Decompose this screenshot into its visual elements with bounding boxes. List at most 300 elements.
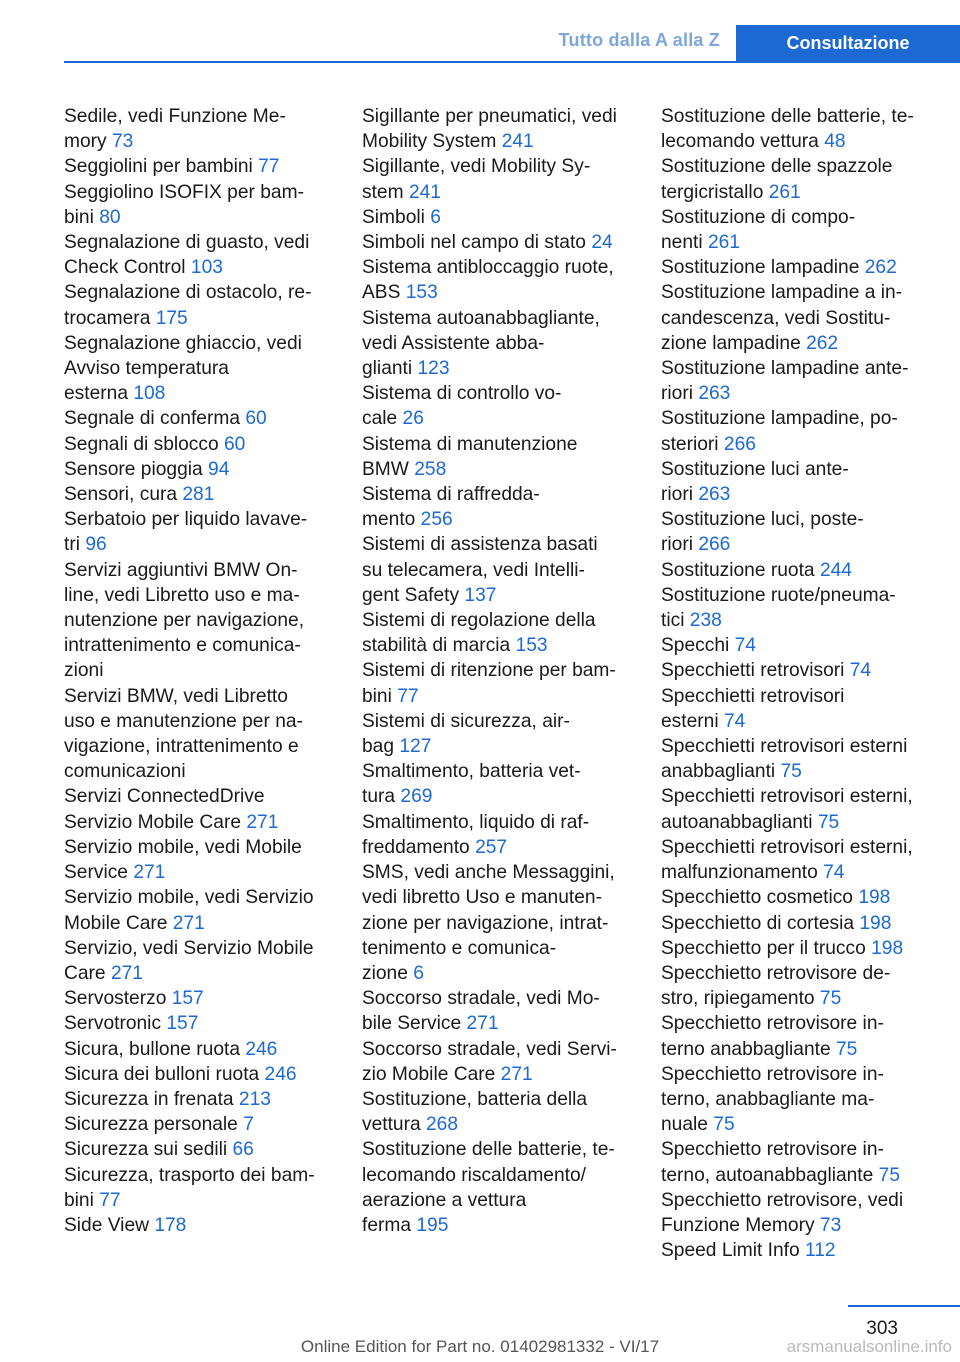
index-entry-line <box>362 205 634 230</box>
index-entry-text: steriori <box>661 433 719 455</box>
index-entry-line <box>362 280 634 305</box>
index-entry-line <box>661 1011 933 1036</box>
page-reference-link[interactable]: 198 <box>871 937 904 959</box>
index-entry-text: bini <box>64 206 94 228</box>
index-entry <box>64 331 336 407</box>
index-entry-line <box>64 104 336 129</box>
page-reference-link[interactable]: 157 <box>171 988 204 1010</box>
index-entry-text: Soccorso stradale, vedi Mo- <box>362 988 600 1010</box>
index-entry-text: vettura <box>362 1114 421 1136</box>
index-entry-line <box>64 482 336 507</box>
index-entry-line <box>64 306 336 331</box>
page-reference-link[interactable]: 213 <box>238 1088 271 1110</box>
index-entry-text: vedi libretto Uso e manuten- <box>362 887 602 909</box>
page-reference-link[interactable]: 262 <box>806 332 839 354</box>
index-entry-line <box>64 759 336 784</box>
index-entry-line <box>362 432 634 457</box>
page-reference-link[interactable]: 261 <box>707 232 740 254</box>
index-entry-text: stabilità di marcia <box>362 635 511 657</box>
page-reference-link[interactable]: 6 <box>430 206 441 228</box>
page-reference-link[interactable]: 112 <box>805 1240 836 1262</box>
index-entry-line <box>661 810 933 835</box>
index-entry <box>362 205 634 230</box>
index-entry-line <box>64 205 336 230</box>
page-reference-link[interactable]: 271 <box>133 862 166 884</box>
page-reference-link[interactable]: 74 <box>823 862 845 884</box>
index-entry-line <box>64 860 336 885</box>
index-entry <box>362 532 634 608</box>
index-entry-line <box>661 885 933 910</box>
index-entry-line <box>362 1188 634 1213</box>
index-entry-line <box>362 154 634 179</box>
index-entry-text: Specchietto retrovisore in- <box>661 1013 884 1035</box>
page-reference-link[interactable]: 178 <box>154 1214 187 1236</box>
page-reference-link[interactable]: 24 <box>591 232 613 254</box>
index-entry-text: Sostituzione lampadine <box>661 257 860 279</box>
index-entry-line <box>362 457 634 482</box>
index-entry-line <box>661 1213 933 1238</box>
index-entry-text: riori <box>661 534 693 556</box>
index-entry-text: tenimento e comunica- <box>362 937 557 959</box>
index-entry <box>661 885 933 910</box>
page-reference-link[interactable]: 244 <box>819 559 852 581</box>
index-entry-text: uso e manutenzione per na- <box>64 710 303 732</box>
index-entry-line <box>661 608 933 633</box>
index-entry <box>64 280 336 330</box>
index-entry-text: Sicura, bullone ruota <box>64 1038 240 1060</box>
index-entry <box>661 961 933 1011</box>
header-chapter-tab <box>736 25 960 62</box>
index-entry-line <box>362 1213 634 1238</box>
page-reference-link[interactable]: 60 <box>224 433 246 455</box>
index-entry <box>661 356 933 406</box>
page-reference-link[interactable]: 175 <box>155 307 188 329</box>
page-reference-link[interactable]: 108 <box>133 383 166 405</box>
index-entry-text: Mobile Care <box>64 912 168 934</box>
index-entry-line <box>661 205 933 230</box>
page-reference-link[interactable]: 66 <box>232 1139 254 1161</box>
index-entry <box>64 457 336 482</box>
index-entry-line <box>362 1011 634 1036</box>
index-entry-line <box>64 936 336 961</box>
index-entry-text: Seggiolini per bambini <box>64 156 253 178</box>
index-entry <box>64 1037 336 1062</box>
index-entry-line <box>362 1137 634 1162</box>
index-entry <box>362 255 634 305</box>
page-reference-link[interactable]: 127 <box>399 736 432 758</box>
index-entry-text: Specchietti retrovisori esterni, <box>661 786 913 808</box>
index-entry-text: gent Safety <box>362 584 460 606</box>
page-reference-link[interactable]: 73 <box>111 131 134 153</box>
index-entry-line <box>661 406 933 431</box>
index-entry-text: Segnalazione di guasto, vedi <box>64 232 310 254</box>
index-entry <box>64 406 336 431</box>
index-entry-text: Specchietti retrovisori <box>661 660 845 682</box>
index-entry-line <box>362 911 634 936</box>
index-entry-line <box>362 406 634 431</box>
index-entry-line <box>64 1137 336 1162</box>
index-entry-line <box>64 835 336 860</box>
index-entry <box>64 558 336 684</box>
page-reference-link[interactable]: 153 <box>405 282 438 304</box>
index-entry <box>64 1112 336 1137</box>
watermark: arsmanualsonline.info <box>786 1337 952 1356</box>
index-entry <box>64 482 336 507</box>
index-entry-text: Simboli nel campo di stato <box>362 232 586 254</box>
index-entry-text: nenti <box>661 232 703 254</box>
index-entry-line <box>362 759 634 784</box>
page-reference-link[interactable]: 48 <box>824 131 846 153</box>
index-entry-text: Sistemi di regolazione della <box>362 610 596 632</box>
index-entry-text: Sistema antibloccaggio ruote, <box>362 257 614 279</box>
page-reference-link[interactable]: 60 <box>245 408 267 430</box>
page-reference-link[interactable]: 198 <box>858 887 891 909</box>
index-entry-line <box>362 255 634 280</box>
index-entry-line <box>64 1087 336 1112</box>
header-section-title: Tutto dalla A alla Z <box>558 30 720 50</box>
index-entry-line <box>362 507 634 532</box>
index-entry-text: Servizi BMW, vedi Libretto <box>64 685 288 707</box>
index-entry <box>64 180 336 230</box>
index-entry-text: Sistemi di ritenzione per bam- <box>362 660 616 682</box>
index-entry <box>661 558 933 583</box>
index-entry-text: comunicazioni <box>64 761 186 783</box>
page-reference-link[interactable]: 153 <box>515 635 548 657</box>
index-entry-line <box>661 280 933 305</box>
index-entry-text: Seggiolino ISOFIX per bam- <box>64 181 304 203</box>
index-entry-line <box>64 734 336 759</box>
index-entry-line <box>64 810 336 835</box>
page-reference-link[interactable]: 77 <box>99 1189 121 1211</box>
index-entry <box>64 684 336 785</box>
page-reference-link[interactable]: 241 <box>408 181 441 203</box>
index-entry-line <box>362 633 634 658</box>
page-reference-link[interactable]: 74 <box>849 660 872 682</box>
index-entry-text: mory <box>64 131 107 153</box>
page-reference-link[interactable]: 75 <box>780 761 802 783</box>
index-entry-text: lecomando vettura <box>661 131 819 153</box>
index-entry-text: Sigillante per pneumatici, vedi <box>362 106 617 127</box>
index-entry <box>661 406 933 456</box>
page-reference-link[interactable]: 256 <box>420 509 453 531</box>
page-number: 303 <box>866 1318 898 1339</box>
page-reference-link[interactable]: 75 <box>713 1114 735 1136</box>
index-entry-line <box>661 230 933 255</box>
page-reference-link[interactable]: 26 <box>402 408 424 430</box>
index-entry <box>64 810 336 835</box>
index-entry <box>64 1137 336 1162</box>
index-entry-line <box>362 583 634 608</box>
index-entry <box>362 1137 634 1238</box>
index-entry-line <box>362 1037 634 1062</box>
index-entry <box>661 1062 933 1138</box>
page-reference-link[interactable]: 271 <box>246 811 279 833</box>
index-entry-text: Sostituzione lampadine, po- <box>661 408 898 430</box>
index-entry-text: Sostituzione delle batterie, te- <box>661 106 914 127</box>
index-entry <box>362 608 634 658</box>
index-entry-text: lecomando riscaldamento/ <box>362 1164 586 1186</box>
page-reference-link[interactable]: 103 <box>190 257 223 279</box>
index-entry-line <box>661 532 933 557</box>
index-entry-text: zione lampadine <box>661 332 801 354</box>
index-entry <box>661 1238 933 1263</box>
index-entry <box>661 255 933 280</box>
index-entry-text: Sistema di raffredda- <box>362 484 540 506</box>
index-entry-line <box>661 306 933 331</box>
index-entry-text: Serbatoio per liquido lavave- <box>64 509 308 531</box>
page-reference-link[interactable]: 271 <box>466 1013 499 1035</box>
index-entry-line <box>661 936 933 961</box>
index-entry-text: Sostituzione lampadine ante- <box>661 358 909 380</box>
index-entry-text: Sostituzione delle batterie, te- <box>362 1139 615 1161</box>
index-entry <box>64 1062 336 1087</box>
index-entry-line <box>661 684 933 709</box>
index-entry-text: Servizio mobile, vedi Mobile <box>64 836 302 858</box>
index-entry <box>64 154 336 179</box>
page-reference-link[interactable]: 246 <box>264 1063 297 1085</box>
index-entry-text: Sicurezza sui sedili <box>64 1139 228 1161</box>
index-entry <box>661 205 933 255</box>
index-entry-text: glianti <box>362 358 413 380</box>
index-entry-text: Specchietti retrovisori esterni, <box>661 836 913 858</box>
index-entry-line <box>661 759 933 784</box>
index-entry-line <box>661 961 933 986</box>
index-entry-line <box>661 911 933 936</box>
index-entry-line <box>64 911 336 936</box>
index-entry-text: malfunzionamento <box>661 862 818 884</box>
index-entry-line <box>64 709 336 734</box>
index-column-3 <box>661 104 933 1263</box>
index-entry-text: Simboli <box>362 206 425 228</box>
index-entry <box>661 507 933 557</box>
index-entry-text: line, vedi Libretto uso e ma- <box>64 584 300 606</box>
index-entry-text: Sostituzione delle spazzole <box>661 156 893 178</box>
page-reference-link[interactable]: 271 <box>500 1063 533 1085</box>
index-entry-text: candescenza, vedi Sostitu- <box>661 307 891 329</box>
page-reference-link[interactable]: 263 <box>698 484 731 506</box>
index-entry-text: vigazione, intrattenimento e <box>64 736 299 758</box>
index-entry-text: cale <box>362 408 398 430</box>
index-entry-line <box>64 180 336 205</box>
index-entry-text: trocamera <box>64 307 151 329</box>
page-reference-link[interactable]: 73 <box>819 1214 842 1236</box>
page-reference-link[interactable]: 258 <box>414 458 447 480</box>
index-entry <box>64 432 336 457</box>
index-entry-line <box>64 633 336 658</box>
index-column-1 <box>64 104 336 1238</box>
index-entry-text: vedi Assistente abba- <box>362 332 545 354</box>
index-entry-text: Sostituzione ruota <box>661 559 815 581</box>
index-entry-line <box>661 860 933 885</box>
index-entry-line <box>362 961 634 986</box>
index-entry <box>362 482 634 532</box>
page-reference-link[interactable]: 262 <box>864 257 897 279</box>
index-entry-line <box>362 658 634 683</box>
index-entry-line <box>661 784 933 809</box>
page-reference-link[interactable]: 268 <box>426 1114 459 1136</box>
page-reference-link[interactable]: 198 <box>859 912 892 934</box>
index-entry-line <box>362 860 634 885</box>
page-reference-link[interactable]: 281 <box>182 484 215 506</box>
index-entry-text: tici <box>661 610 685 632</box>
page-reference-link[interactable]: 271 <box>172 912 205 934</box>
index-entry-text: nuale <box>661 1114 708 1136</box>
page-reference-link[interactable]: 77 <box>258 156 280 178</box>
index-entry-text: riori <box>661 484 693 506</box>
index-entry-line <box>64 1163 336 1188</box>
page-reference-link[interactable]: 7 <box>243 1114 254 1136</box>
index-entry-text: Sostituzione luci ante- <box>661 458 849 480</box>
index-entry-text: Sedile, vedi Funzione Me- <box>64 106 286 127</box>
index-entry-text: Sistema di controllo vo- <box>362 383 562 405</box>
index-entry-line <box>661 129 933 154</box>
index-entry-line <box>64 961 336 986</box>
index-entry-line <box>362 810 634 835</box>
index-entry <box>64 784 336 809</box>
page-reference-link[interactable]: 195 <box>416 1214 449 1236</box>
page-reference-link[interactable]: 271 <box>110 962 143 984</box>
page-reference-link[interactable]: 261 <box>768 181 801 203</box>
page-reference-link[interactable]: 123 <box>417 358 450 380</box>
page-reference-link[interactable]: 77 <box>397 685 419 707</box>
index-entry-text: ferma <box>362 1214 412 1236</box>
index-entry-text: Sensori, cura <box>64 484 178 506</box>
index-entry-line <box>64 784 336 809</box>
index-entry-line <box>661 154 933 179</box>
index-entry-line <box>64 583 336 608</box>
index-entry-text: Servizi ConnectedDrive <box>64 786 265 808</box>
index-entry <box>362 104 634 154</box>
index-entry-text: Specchietto per il trucco <box>661 937 866 959</box>
index-entry <box>64 835 336 885</box>
index-entry <box>64 1213 336 1238</box>
index-entry-line <box>362 784 634 809</box>
page-reference-link[interactable]: 96 <box>85 534 107 556</box>
index-entry-line <box>64 356 336 381</box>
index-entry-text: Sistema di manutenzione <box>362 433 578 455</box>
index-entry-line <box>362 885 634 910</box>
index-entry-line <box>362 684 634 709</box>
index-entry-line <box>362 230 634 255</box>
index-entry-line <box>64 1213 336 1238</box>
footer-rule <box>848 1305 960 1307</box>
index-entry-line <box>64 381 336 406</box>
page-reference-link[interactable]: 137 <box>464 584 497 606</box>
page-reference-link[interactable]: 74 <box>723 710 746 732</box>
index-entry-line <box>64 684 336 709</box>
index-entry <box>362 381 634 431</box>
page-reference-link[interactable]: 269 <box>400 786 433 808</box>
index-entry-line <box>661 482 933 507</box>
index-entry-text: Sostituzione ruote/pneuma- <box>661 584 896 606</box>
index-entry-text: zione per navigazione, intrat- <box>362 912 609 934</box>
index-entry <box>64 1163 336 1213</box>
index-entry-text: Specchietto cosmetico <box>661 887 853 909</box>
index-entry-line <box>661 331 933 356</box>
page-reference-link[interactable]: 266 <box>698 534 731 556</box>
page-reference-link[interactable]: 157 <box>166 1013 199 1035</box>
index-entry-line <box>661 381 933 406</box>
index-entry-line <box>64 986 336 1011</box>
index-entry-line <box>362 608 634 633</box>
index-entry-text: Servizio, vedi Servizio Mobile <box>64 937 314 959</box>
index-entry <box>64 104 336 154</box>
index-entry-line <box>64 1188 336 1213</box>
index-entry <box>362 432 634 482</box>
page-reference-link[interactable]: 6 <box>413 962 424 984</box>
index-entry-text: Care <box>64 962 106 984</box>
page-reference-link[interactable]: 74 <box>734 635 756 657</box>
page-reference-link[interactable]: 246 <box>245 1038 278 1060</box>
index-entry-line <box>661 1137 933 1162</box>
index-entry <box>661 280 933 356</box>
index-entry-text: Sostituzione di compo- <box>661 206 856 228</box>
page-reference-link[interactable]: 75 <box>878 1164 900 1186</box>
index-column-2 <box>362 104 634 1238</box>
page-reference-link[interactable]: 257 <box>475 836 508 858</box>
index-entry-text: terno, anabbagliante ma- <box>661 1088 875 1110</box>
index-entry-text: Sicura dei bulloni ruota <box>64 1063 260 1085</box>
index-entry-line <box>661 558 933 583</box>
index-entry-line <box>661 432 933 457</box>
index-entry-text: Sicurezza, trasporto dei bam- <box>64 1164 315 1186</box>
index-entry-text: Sistemi di sicurezza, air- <box>362 710 570 732</box>
edition-footer: Online Edition for Part no. 01402981332 - VI/17 <box>300 1337 660 1356</box>
index-entry-text: esterni <box>661 710 719 732</box>
index-entry <box>64 230 336 280</box>
index-entry-line <box>64 331 336 356</box>
index-entry-line <box>64 230 336 255</box>
index-entry-text: bile Service <box>362 1013 462 1035</box>
index-entry-text: tergicristallo <box>661 181 764 203</box>
index-entry <box>64 1011 336 1036</box>
index-entry-text: esterna <box>64 383 128 405</box>
page-reference-link[interactable]: 266 <box>723 433 756 455</box>
index-entry-line <box>64 255 336 280</box>
index-entry <box>661 104 933 154</box>
index-entry-line <box>362 1087 634 1112</box>
page-reference-link[interactable]: 75 <box>817 811 840 833</box>
index-entry <box>362 986 634 1036</box>
index-entry-line <box>661 734 933 759</box>
index-entry-text: nutenzione per navigazione, <box>64 610 305 632</box>
index-entry-text: intrattenimento e comunica- <box>64 635 301 657</box>
index-entry-text: Sistema autoanabbagliante, <box>362 307 600 329</box>
page-reference-link[interactable]: 241 <box>501 131 534 153</box>
index-entry <box>661 633 933 658</box>
page-reference-link[interactable]: 80 <box>99 206 121 228</box>
index-entry-line <box>64 507 336 532</box>
index-entry-text: Segnalazione ghiaccio, vedi <box>64 332 302 354</box>
index-entry-text: Servizio Mobile Care <box>64 811 242 833</box>
page-reference-link[interactable]: 238 <box>689 610 722 632</box>
index-entry-text: Funzione Memory <box>661 1214 815 1236</box>
index-entry-text: Specchietti retrovisori esterni <box>661 736 908 758</box>
index-entry-line <box>362 129 634 154</box>
index-entry <box>661 154 933 204</box>
index-entry-line <box>64 406 336 431</box>
page-reference-link[interactable]: 75 <box>819 988 842 1010</box>
index-entry-line <box>362 356 634 381</box>
index-entry-text: Servosterzo <box>64 988 167 1010</box>
page-reference-link[interactable]: 94 <box>208 458 230 480</box>
index-entry-line <box>64 1062 336 1087</box>
index-entry-text: tri <box>64 534 80 556</box>
page-reference-link[interactable]: 263 <box>698 383 731 405</box>
index-entry-line <box>661 633 933 658</box>
index-entry-line <box>661 255 933 280</box>
page-reference-link[interactable]: 75 <box>835 1038 858 1060</box>
